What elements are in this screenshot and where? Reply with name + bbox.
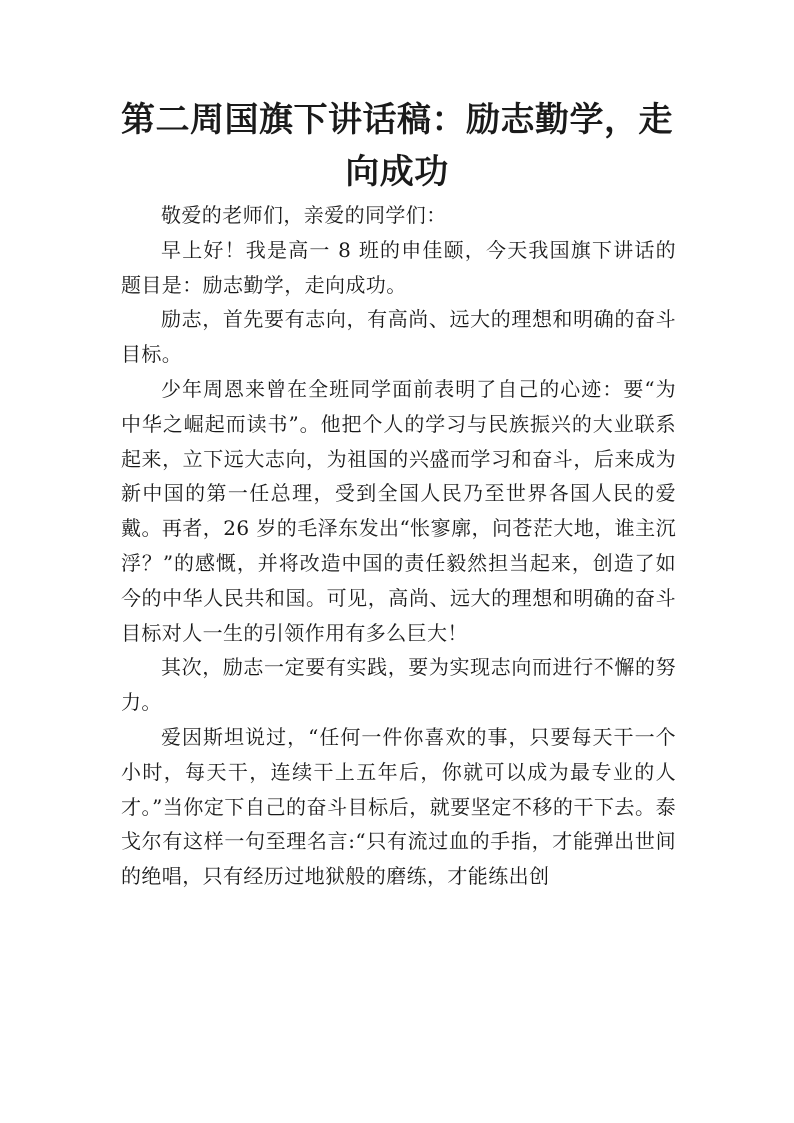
document-title: 第二周国旗下讲话稿：励志勤学，走向成功 — [121, 100, 673, 192]
paragraph-greeting: 敬爱的老师们，亲爱的同学们： — [161, 203, 447, 227]
paragraph-introduction: 早上好！我是高一 8 班的申佳颐，今天我国旗下讲话的题目是：励志勤学，走向成功。 — [121, 237, 676, 297]
paragraph-examples: 少年周恩来曾在全班同学面前表明了自己的心迹：要“为中华之崛起而读书”。他把个人的学习与民族振兴的大业联系起来，立下远大志向，为祖国的兴盛而学习和奋斗，后来成为新中国的第一任总理，受到全国人民乃至世界各国人民的爱戴。再者，26 岁的毛泽东发出“怅寥廓，问苍茫大地，谁主沉浮？”的感慨，并将改造中国的责任毅然担当起来，创造了如今的中华人民共和国。可见，高尚、远大的理想和明确的奋斗目标对人一生的引领作用有多么巨大！ — [121, 376, 676, 645]
paragraph-ambition: 励志，首先要有志向，有高尚、远大的理想和明确的奋斗目标。 — [121, 307, 676, 367]
paragraph-quotes: 爱因斯坦说过，“任何一件你喜欢的事，只要每天干一个小时，每天干，连续干上五年后，你就可以成为最专业的人才。”当你定下自己的奋斗目标后，就要坚定不移的干下去。泰戈尔有这样一句至理名言:“只有流过血的手指，才能弹出世间的绝唱，只有经历过地狱般的磨练，才能练出创 — [121, 724, 676, 889]
paragraph-practice: 其次，励志一定要有实践，要为实现志向而进行不懈的努力。 — [121, 655, 676, 715]
document-body — [121, 198, 676, 894]
